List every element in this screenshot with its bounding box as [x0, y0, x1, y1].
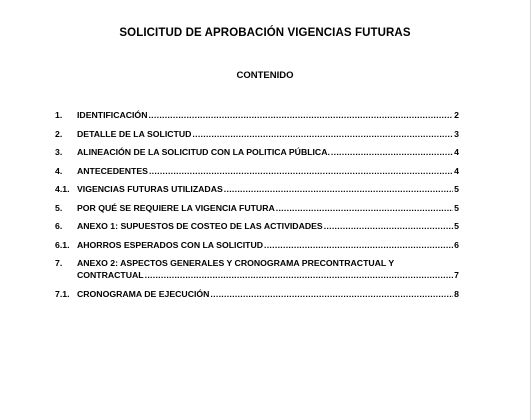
toc-entry-text: DETALLE DE LA SOLICTUD	[77, 128, 192, 139]
toc-leader-dots	[210, 288, 453, 300]
toc-entry-3[interactable]	[55, 146, 459, 158]
document-title: SOLICITUD DE APROBACIÓN VIGENCIAS FUTURAS	[119, 27, 411, 39]
toc-entry-1[interactable]	[55, 109, 459, 121]
toc-entry-page: 5	[454, 221, 459, 231]
toc-leader-dots	[149, 165, 453, 177]
toc-entry-number: 7.	[55, 258, 63, 268]
toc-entry-number: 2.	[55, 128, 63, 139]
toc-entry-page: 6	[454, 239, 459, 250]
toc-entry-number: 1.	[55, 110, 63, 120]
toc-entry-page: 4	[454, 147, 459, 157]
toc-heading: CONTENIDO	[236, 70, 294, 81]
toc-entry-text: IDENTIFICACIÓN	[77, 110, 148, 120]
toc-leader-dots	[324, 220, 453, 232]
toc-entry-text: AHORROS ESPERADOS CON LA SOLICITUD	[77, 239, 263, 250]
toc-entry-number: 5.	[55, 202, 63, 213]
toc-entry-page: 8	[454, 288, 459, 299]
toc-entry-number: 4.	[55, 165, 63, 176]
toc-leader-dots	[264, 239, 453, 251]
toc-entry-text: CRONOGRAMA DE EJECUCIÓN	[77, 288, 210, 299]
toc-entry-7[interactable]	[55, 257, 459, 281]
toc-entry-page: 5	[454, 202, 459, 213]
toc-entry-4-1[interactable]	[55, 183, 459, 195]
toc-entry-text: ANTECEDENTES	[77, 165, 148, 176]
toc-leader-dots	[331, 146, 453, 158]
table-of-contents	[55, 109, 459, 306]
toc-entry-page: 7	[454, 270, 459, 280]
toc-entry-text: VIGENCIAS FUTURAS UTILIZADAS	[77, 184, 223, 194]
toc-leader-dots	[145, 269, 454, 281]
toc-entry-7-1[interactable]	[55, 288, 459, 300]
toc-leader-dots	[192, 128, 453, 140]
toc-entry-number: 4.1.	[55, 184, 70, 194]
toc-entry-number: 6.	[55, 221, 63, 231]
toc-leader-dots	[148, 109, 453, 121]
toc-entry-text: ANEXO 1: SUPUESTOS DE COSTEO DE LAS ACTIVIDADES	[77, 221, 323, 231]
toc-entry-6-1[interactable]	[55, 239, 459, 251]
toc-entry-page: 3	[454, 128, 459, 139]
toc-entry-4[interactable]	[55, 165, 459, 177]
toc-leader-dots	[224, 183, 453, 195]
toc-entry-number: 7.1.	[55, 288, 70, 299]
toc-leader-dots	[276, 202, 453, 214]
toc-entry-text: POR QUÉ SE REQUIERE LA VIGENCIA FUTURA	[77, 202, 275, 213]
toc-entry-page: 2	[454, 110, 459, 120]
toc-entry-page: 5	[454, 184, 459, 194]
toc-entry-text: ANEXO 2: ASPECTOS GENERALES Y CRONOGRAMA PRECONTRACTUAL Y	[77, 258, 395, 268]
toc-entry-number: 6.1.	[55, 239, 70, 250]
toc-entry-5[interactable]	[55, 202, 459, 214]
toc-entry-page: 4	[454, 165, 459, 176]
toc-entry-number: 3.	[55, 147, 63, 157]
toc-entry-6[interactable]	[55, 220, 459, 232]
toc-entry-text-continued: CONTRACTUAL	[77, 270, 144, 280]
toc-entry-2[interactable]	[55, 128, 459, 140]
toc-entry-text: ALINEACIÓN DE LA SOLICITUD CON LA POLITICA PÚBLICA.	[77, 147, 330, 157]
